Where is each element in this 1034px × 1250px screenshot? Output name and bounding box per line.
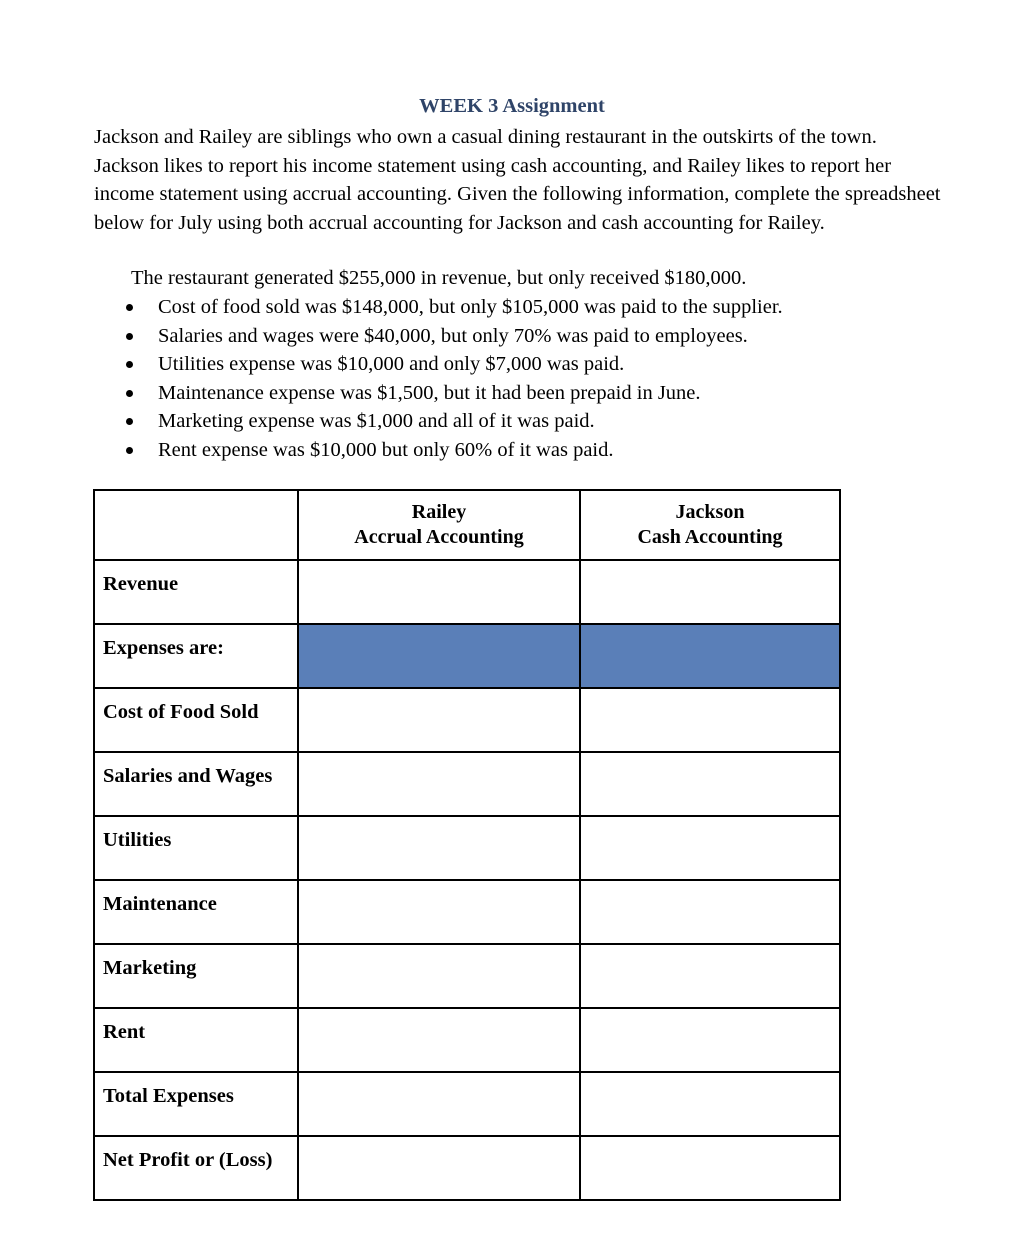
table-row bbox=[94, 688, 840, 752]
facts-list bbox=[0, 293, 783, 464]
bullet-icon bbox=[126, 304, 133, 311]
page-title: WEEK 3 Assignment bbox=[419, 95, 605, 117]
jackson-cash-cell[interactable] bbox=[580, 816, 840, 880]
bullet-icon bbox=[126, 333, 133, 340]
railey-accrual-cell[interactable] bbox=[298, 880, 580, 944]
railey-accrual-cell[interactable] bbox=[298, 816, 580, 880]
row-label: Total Expenses bbox=[94, 1072, 298, 1136]
list-item: Salaries and wages were $40,000, but only 70% was paid to employees. bbox=[0, 322, 783, 351]
railey-accrual-cell[interactable] bbox=[298, 1008, 580, 1072]
jackson-cash-cell[interactable] bbox=[580, 688, 840, 752]
row-label: Utilities bbox=[94, 816, 298, 880]
intro-line: The restaurant generated $255,000 in revenue, but only received $180,000. bbox=[131, 267, 747, 289]
jackson-cash-cell[interactable] bbox=[580, 624, 840, 688]
railey-accrual-cell[interactable] bbox=[298, 688, 580, 752]
bullet-icon bbox=[126, 447, 133, 454]
railey-accrual-cell[interactable] bbox=[298, 1136, 580, 1200]
row-label: Net Profit or (Loss) bbox=[94, 1136, 298, 1200]
list-item: Marketing expense was $1,000 and all of it was paid. bbox=[0, 407, 783, 436]
jackson-cash-cell[interactable] bbox=[580, 752, 840, 816]
list-item: Cost of food sold was $148,000, but only $105,000 was paid to the supplier. bbox=[0, 293, 783, 322]
jackson-cash-cell[interactable] bbox=[580, 944, 840, 1008]
railey-accrual-cell[interactable] bbox=[298, 944, 580, 1008]
row-label: Rent bbox=[94, 1008, 298, 1072]
table-header-row bbox=[94, 490, 840, 560]
table-row bbox=[94, 1136, 840, 1200]
row-label: Salaries and Wages bbox=[94, 752, 298, 816]
row-label: Cost of Food Sold bbox=[94, 688, 298, 752]
jackson-cash-cell[interactable] bbox=[580, 1136, 840, 1200]
jackson-cash-cell[interactable] bbox=[580, 1008, 840, 1072]
jackson-cash-cell[interactable] bbox=[580, 1072, 840, 1136]
jackson-cash-cell[interactable] bbox=[580, 560, 840, 624]
instructions-paragraph: Jackson and Railey are siblings who own a casual dining restaurant in the outskirts of the town. Jackson likes to report his income statement using cash accounting, and Railey likes to report her income statement using accrual accounting. Given the following information, complete the spreadsheet below for July using both accrual accounting for Jackson and cash accounting for Railey. bbox=[94, 126, 941, 234]
table-row bbox=[94, 624, 840, 688]
table-row bbox=[94, 560, 840, 624]
income-statement-table bbox=[93, 489, 841, 1201]
row-label: Marketing bbox=[94, 944, 298, 1008]
header-railey: Railey Accrual Accounting bbox=[298, 490, 580, 560]
table-row bbox=[94, 1072, 840, 1136]
list-item: Rent expense was $10,000 but only 60% of it was paid. bbox=[0, 436, 783, 465]
jackson-cash-cell[interactable] bbox=[580, 880, 840, 944]
row-label: Maintenance bbox=[94, 880, 298, 944]
table-row bbox=[94, 944, 840, 1008]
row-label: Expenses are: bbox=[94, 624, 298, 688]
railey-accrual-cell[interactable] bbox=[298, 624, 580, 688]
table-row bbox=[94, 752, 840, 816]
bullet-icon bbox=[126, 390, 133, 397]
header-jackson: Jackson Cash Accounting bbox=[580, 490, 840, 560]
railey-accrual-cell[interactable] bbox=[298, 752, 580, 816]
bullet-icon bbox=[126, 418, 133, 425]
row-label: Revenue bbox=[94, 560, 298, 624]
header-blank bbox=[94, 490, 298, 560]
table-row bbox=[94, 816, 840, 880]
table-row bbox=[94, 1008, 840, 1072]
railey-accrual-cell[interactable] bbox=[298, 1072, 580, 1136]
list-item: Utilities expense was $10,000 and only $7,000 was paid. bbox=[0, 350, 783, 379]
list-item: Maintenance expense was $1,500, but it had been prepaid in June. bbox=[0, 379, 783, 408]
railey-accrual-cell[interactable] bbox=[298, 560, 580, 624]
table-row bbox=[94, 880, 840, 944]
bullet-icon bbox=[126, 361, 133, 368]
